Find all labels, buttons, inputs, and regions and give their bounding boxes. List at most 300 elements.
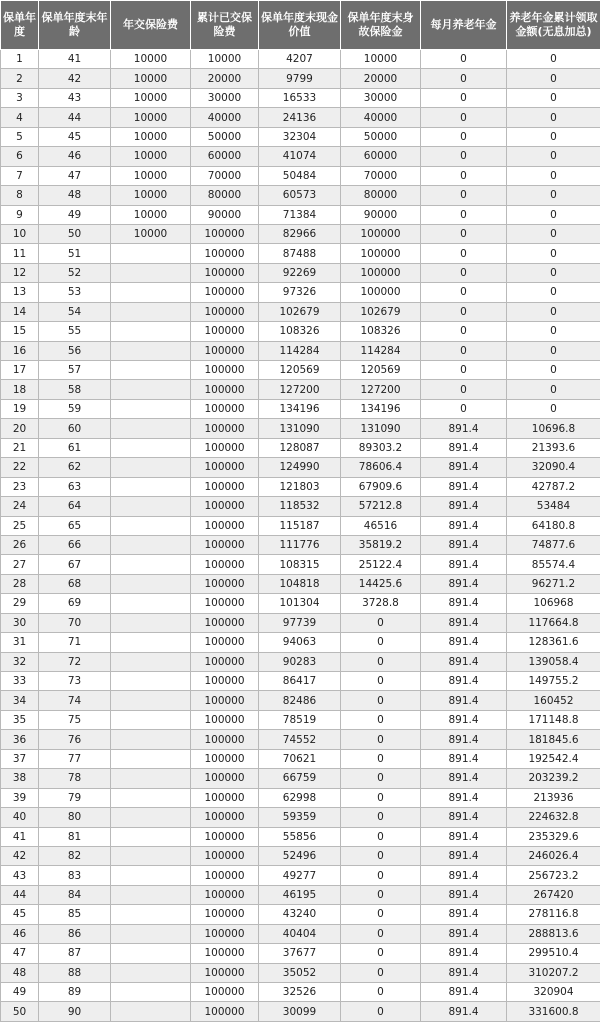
table-row bbox=[1, 633, 600, 652]
cell-policy-year: 17 bbox=[1, 361, 39, 380]
cell-cumulative-pension: 0 bbox=[507, 69, 600, 88]
cell-annual-premium bbox=[111, 458, 191, 477]
cell-cash-value: 97739 bbox=[259, 613, 341, 632]
table-row bbox=[1, 419, 600, 438]
cell-annual-premium: 10000 bbox=[111, 108, 191, 127]
cell-death-benefit: 50000 bbox=[341, 127, 421, 146]
cell-cash-value: 70621 bbox=[259, 749, 341, 768]
cell-age: 69 bbox=[39, 594, 111, 613]
cell-cumulative-pension: 160452 bbox=[507, 691, 600, 710]
cell-monthly-pension: 891.4 bbox=[421, 846, 507, 865]
cell-death-benefit: 134196 bbox=[341, 399, 421, 418]
cell-monthly-pension: 0 bbox=[421, 205, 507, 224]
cell-cumulative-pension: 128361.6 bbox=[507, 633, 600, 652]
cell-monthly-pension: 891.4 bbox=[421, 769, 507, 788]
table-row bbox=[1, 535, 600, 554]
cell-death-benefit: 20000 bbox=[341, 69, 421, 88]
table-row bbox=[1, 846, 600, 865]
cell-monthly-pension: 891.4 bbox=[421, 730, 507, 749]
cell-cumulative-premium: 70000 bbox=[191, 166, 259, 185]
cell-cash-value: 108315 bbox=[259, 555, 341, 574]
cell-age: 66 bbox=[39, 535, 111, 554]
table-row bbox=[1, 458, 600, 477]
cell-cash-value: 82966 bbox=[259, 224, 341, 243]
cell-policy-year: 23 bbox=[1, 477, 39, 496]
table-row bbox=[1, 613, 600, 632]
cell-cumulative-premium: 100000 bbox=[191, 633, 259, 652]
cell-cash-value: 74552 bbox=[259, 730, 341, 749]
cell-cumulative-pension: 278116.8 bbox=[507, 905, 600, 924]
cell-age: 67 bbox=[39, 555, 111, 574]
cell-age: 71 bbox=[39, 633, 111, 652]
cell-monthly-pension: 891.4 bbox=[421, 905, 507, 924]
table-header bbox=[1, 1, 600, 50]
cell-annual-premium bbox=[111, 846, 191, 865]
cell-annual-premium bbox=[111, 283, 191, 302]
cell-cumulative-pension: 53484 bbox=[507, 497, 600, 516]
cell-cumulative-pension: 32090.4 bbox=[507, 458, 600, 477]
table-row bbox=[1, 516, 600, 535]
cell-cumulative-pension: 64180.8 bbox=[507, 516, 600, 535]
table-row bbox=[1, 263, 600, 282]
cell-annual-premium bbox=[111, 380, 191, 399]
cell-monthly-pension: 0 bbox=[421, 341, 507, 360]
cell-cumulative-premium: 30000 bbox=[191, 88, 259, 107]
cell-cumulative-premium: 100000 bbox=[191, 730, 259, 749]
table-body bbox=[1, 50, 600, 1022]
cell-cumulative-pension: 320904 bbox=[507, 983, 600, 1002]
cell-cash-value: 102679 bbox=[259, 302, 341, 321]
cell-annual-premium: 10000 bbox=[111, 166, 191, 185]
cell-cumulative-pension: 0 bbox=[507, 283, 600, 302]
cell-cumulative-premium: 100000 bbox=[191, 516, 259, 535]
cell-death-benefit: 0 bbox=[341, 905, 421, 924]
table-row bbox=[1, 769, 600, 788]
cell-policy-year: 30 bbox=[1, 613, 39, 632]
cell-cumulative-pension: 0 bbox=[507, 380, 600, 399]
cell-monthly-pension: 0 bbox=[421, 302, 507, 321]
cell-monthly-pension: 891.4 bbox=[421, 633, 507, 652]
cell-annual-premium: 10000 bbox=[111, 205, 191, 224]
cell-cumulative-premium: 100000 bbox=[191, 380, 259, 399]
cell-death-benefit: 100000 bbox=[341, 263, 421, 282]
cell-cash-value: 41074 bbox=[259, 147, 341, 166]
cell-cash-value: 46195 bbox=[259, 885, 341, 904]
cell-policy-year: 13 bbox=[1, 283, 39, 302]
cell-policy-year: 11 bbox=[1, 244, 39, 263]
cell-policy-year: 39 bbox=[1, 788, 39, 807]
cell-death-benefit: 100000 bbox=[341, 224, 421, 243]
table-row bbox=[1, 866, 600, 885]
header-cumulative-pension: 养老年金累计领取金额(无息加总) bbox=[507, 1, 600, 50]
cell-death-benefit: 60000 bbox=[341, 147, 421, 166]
table-row bbox=[1, 127, 600, 146]
cell-policy-year: 25 bbox=[1, 516, 39, 535]
cell-cash-value: 59359 bbox=[259, 808, 341, 827]
cell-policy-year: 28 bbox=[1, 574, 39, 593]
cell-annual-premium bbox=[111, 963, 191, 982]
cell-monthly-pension: 0 bbox=[421, 127, 507, 146]
table-row bbox=[1, 283, 600, 302]
cell-monthly-pension: 0 bbox=[421, 224, 507, 243]
cell-policy-year: 32 bbox=[1, 652, 39, 671]
cell-death-benefit: 114284 bbox=[341, 341, 421, 360]
cell-cumulative-premium: 100000 bbox=[191, 963, 259, 982]
cell-death-benefit: 0 bbox=[341, 730, 421, 749]
cell-cumulative-premium: 100000 bbox=[191, 885, 259, 904]
cell-monthly-pension: 891.4 bbox=[421, 594, 507, 613]
cell-cumulative-pension: 0 bbox=[507, 50, 600, 69]
cell-cash-value: 49277 bbox=[259, 866, 341, 885]
table-row bbox=[1, 983, 600, 1002]
cell-cumulative-pension: 42787.2 bbox=[507, 477, 600, 496]
cell-age: 46 bbox=[39, 147, 111, 166]
cell-death-benefit: 0 bbox=[341, 672, 421, 691]
cell-policy-year: 5 bbox=[1, 127, 39, 146]
cell-cumulative-premium: 100000 bbox=[191, 574, 259, 593]
table-row bbox=[1, 302, 600, 321]
cell-annual-premium bbox=[111, 827, 191, 846]
cell-death-benefit: 30000 bbox=[341, 88, 421, 107]
cell-cumulative-pension: 0 bbox=[507, 244, 600, 263]
cell-annual-premium bbox=[111, 710, 191, 729]
cell-annual-premium bbox=[111, 574, 191, 593]
cell-death-benefit: 0 bbox=[341, 963, 421, 982]
cell-cash-value: 52496 bbox=[259, 846, 341, 865]
cell-cumulative-pension: 96271.2 bbox=[507, 574, 600, 593]
cell-policy-year: 45 bbox=[1, 905, 39, 924]
cell-cumulative-premium: 100000 bbox=[191, 769, 259, 788]
cell-policy-year: 14 bbox=[1, 302, 39, 321]
table-row bbox=[1, 905, 600, 924]
cell-cash-value: 4207 bbox=[259, 50, 341, 69]
cell-cash-value: 32526 bbox=[259, 983, 341, 1002]
cell-cumulative-pension: 149755.2 bbox=[507, 672, 600, 691]
cell-policy-year: 7 bbox=[1, 166, 39, 185]
cell-age: 84 bbox=[39, 885, 111, 904]
cell-cumulative-premium: 100000 bbox=[191, 983, 259, 1002]
cell-age: 77 bbox=[39, 749, 111, 768]
cell-cash-value: 121803 bbox=[259, 477, 341, 496]
cell-cash-value: 66759 bbox=[259, 769, 341, 788]
cell-policy-year: 41 bbox=[1, 827, 39, 846]
cell-cumulative-premium: 100000 bbox=[191, 652, 259, 671]
cell-age: 74 bbox=[39, 691, 111, 710]
cell-death-benefit: 0 bbox=[341, 846, 421, 865]
table-row bbox=[1, 205, 600, 224]
cell-cash-value: 118532 bbox=[259, 497, 341, 516]
cell-annual-premium bbox=[111, 633, 191, 652]
cell-cumulative-premium: 100000 bbox=[191, 788, 259, 807]
cell-policy-year: 2 bbox=[1, 69, 39, 88]
cell-cumulative-premium: 60000 bbox=[191, 147, 259, 166]
cell-monthly-pension: 891.4 bbox=[421, 808, 507, 827]
cell-monthly-pension: 891.4 bbox=[421, 827, 507, 846]
cell-cumulative-premium: 100000 bbox=[191, 419, 259, 438]
cell-cash-value: 30099 bbox=[259, 1002, 341, 1021]
cell-age: 47 bbox=[39, 166, 111, 185]
cell-death-benefit: 0 bbox=[341, 769, 421, 788]
cell-cumulative-premium: 100000 bbox=[191, 497, 259, 516]
cell-monthly-pension: 891.4 bbox=[421, 691, 507, 710]
cell-monthly-pension: 891.4 bbox=[421, 477, 507, 496]
cell-cumulative-pension: 117664.8 bbox=[507, 613, 600, 632]
cell-cash-value: 87488 bbox=[259, 244, 341, 263]
cell-annual-premium: 10000 bbox=[111, 127, 191, 146]
cell-cumulative-pension: 0 bbox=[507, 302, 600, 321]
cell-monthly-pension: 0 bbox=[421, 88, 507, 107]
cell-cumulative-premium: 100000 bbox=[191, 827, 259, 846]
cell-death-benefit: 78606.4 bbox=[341, 458, 421, 477]
cell-cumulative-pension: 0 bbox=[507, 127, 600, 146]
cell-policy-year: 6 bbox=[1, 147, 39, 166]
table-row bbox=[1, 69, 600, 88]
cell-monthly-pension: 891.4 bbox=[421, 710, 507, 729]
table-row bbox=[1, 594, 600, 613]
cell-policy-year: 10 bbox=[1, 224, 39, 243]
table-row bbox=[1, 244, 600, 263]
cell-monthly-pension: 891.4 bbox=[421, 652, 507, 671]
header-monthly-pension: 每月养老年金 bbox=[421, 1, 507, 50]
cell-age: 80 bbox=[39, 808, 111, 827]
cell-monthly-pension: 891.4 bbox=[421, 613, 507, 632]
cell-cumulative-pension: 235329.6 bbox=[507, 827, 600, 846]
cell-monthly-pension: 891.4 bbox=[421, 924, 507, 943]
cell-policy-year: 43 bbox=[1, 866, 39, 885]
cell-monthly-pension: 0 bbox=[421, 399, 507, 418]
cell-monthly-pension: 0 bbox=[421, 244, 507, 263]
cell-policy-year: 40 bbox=[1, 808, 39, 827]
cell-cumulative-pension: 139058.4 bbox=[507, 652, 600, 671]
table-row bbox=[1, 186, 600, 205]
cell-monthly-pension: 891.4 bbox=[421, 963, 507, 982]
cell-cumulative-pension: 288813.6 bbox=[507, 924, 600, 943]
cell-cash-value: 24136 bbox=[259, 108, 341, 127]
cell-cumulative-pension: 213936 bbox=[507, 788, 600, 807]
cell-cumulative-pension: 74877.6 bbox=[507, 535, 600, 554]
cell-cumulative-pension: 256723.2 bbox=[507, 866, 600, 885]
cell-death-benefit: 127200 bbox=[341, 380, 421, 399]
cell-cash-value: 92269 bbox=[259, 263, 341, 282]
cell-age: 78 bbox=[39, 769, 111, 788]
cell-age: 49 bbox=[39, 205, 111, 224]
cell-death-benefit: 100000 bbox=[341, 283, 421, 302]
cell-cumulative-premium: 100000 bbox=[191, 944, 259, 963]
table-row bbox=[1, 322, 600, 341]
cell-annual-premium bbox=[111, 769, 191, 788]
header-cash-value: 保单年度末现金价值 bbox=[259, 1, 341, 50]
header-cumulative-premium: 累计已交保险费 bbox=[191, 1, 259, 50]
cell-policy-year: 34 bbox=[1, 691, 39, 710]
cell-policy-year: 44 bbox=[1, 885, 39, 904]
cell-policy-year: 21 bbox=[1, 438, 39, 457]
cell-annual-premium bbox=[111, 477, 191, 496]
cell-age: 75 bbox=[39, 710, 111, 729]
cell-cumulative-premium: 100000 bbox=[191, 341, 259, 360]
cell-death-benefit: 57212.8 bbox=[341, 497, 421, 516]
cell-age: 45 bbox=[39, 127, 111, 146]
table-row bbox=[1, 50, 600, 69]
cell-policy-year: 50 bbox=[1, 1002, 39, 1021]
cell-monthly-pension: 0 bbox=[421, 50, 507, 69]
table-row bbox=[1, 361, 600, 380]
cell-cumulative-pension: 299510.4 bbox=[507, 944, 600, 963]
table-row bbox=[1, 497, 600, 516]
cell-age: 41 bbox=[39, 50, 111, 69]
cell-age: 85 bbox=[39, 905, 111, 924]
cell-age: 55 bbox=[39, 322, 111, 341]
cell-annual-premium bbox=[111, 905, 191, 924]
cell-cumulative-premium: 100000 bbox=[191, 555, 259, 574]
cell-policy-year: 49 bbox=[1, 983, 39, 1002]
cell-monthly-pension: 0 bbox=[421, 380, 507, 399]
cell-cumulative-pension: 0 bbox=[507, 361, 600, 380]
cell-monthly-pension: 891.4 bbox=[421, 458, 507, 477]
cell-monthly-pension: 891.4 bbox=[421, 574, 507, 593]
cell-cumulative-pension: 0 bbox=[507, 147, 600, 166]
cell-cumulative-premium: 100000 bbox=[191, 1002, 259, 1021]
cell-age: 44 bbox=[39, 108, 111, 127]
cell-policy-year: 46 bbox=[1, 924, 39, 943]
cell-cash-value: 82486 bbox=[259, 691, 341, 710]
cell-monthly-pension: 891.4 bbox=[421, 535, 507, 554]
cell-age: 72 bbox=[39, 652, 111, 671]
cell-policy-year: 4 bbox=[1, 108, 39, 127]
cell-cumulative-premium: 90000 bbox=[191, 205, 259, 224]
table-row bbox=[1, 166, 600, 185]
cell-death-benefit: 0 bbox=[341, 613, 421, 632]
cell-age: 56 bbox=[39, 341, 111, 360]
cell-annual-premium bbox=[111, 244, 191, 263]
cell-cumulative-premium: 100000 bbox=[191, 458, 259, 477]
cell-annual-premium bbox=[111, 1002, 191, 1021]
cell-cash-value: 62998 bbox=[259, 788, 341, 807]
cell-age: 90 bbox=[39, 1002, 111, 1021]
cell-monthly-pension: 0 bbox=[421, 322, 507, 341]
cell-age: 79 bbox=[39, 788, 111, 807]
cell-annual-premium bbox=[111, 924, 191, 943]
table-row bbox=[1, 88, 600, 107]
table-row bbox=[1, 924, 600, 943]
cell-monthly-pension: 0 bbox=[421, 283, 507, 302]
cell-cumulative-pension: 171148.8 bbox=[507, 710, 600, 729]
cell-age: 48 bbox=[39, 186, 111, 205]
cell-annual-premium bbox=[111, 399, 191, 418]
cell-cumulative-pension: 0 bbox=[507, 341, 600, 360]
cell-policy-year: 38 bbox=[1, 769, 39, 788]
cell-policy-year: 35 bbox=[1, 710, 39, 729]
cell-policy-year: 1 bbox=[1, 50, 39, 69]
cell-cash-value: 134196 bbox=[259, 399, 341, 418]
cell-cash-value: 43240 bbox=[259, 905, 341, 924]
header-death-benefit: 保单年度末身故保险金 bbox=[341, 1, 421, 50]
cell-cumulative-premium: 100000 bbox=[191, 322, 259, 341]
cell-cumulative-premium: 100000 bbox=[191, 749, 259, 768]
cell-cumulative-premium: 100000 bbox=[191, 399, 259, 418]
cell-age: 82 bbox=[39, 846, 111, 865]
cell-age: 62 bbox=[39, 458, 111, 477]
cell-cumulative-premium: 100000 bbox=[191, 866, 259, 885]
table-row bbox=[1, 749, 600, 768]
cell-monthly-pension: 891.4 bbox=[421, 555, 507, 574]
cell-monthly-pension: 891.4 bbox=[421, 419, 507, 438]
cell-death-benefit: 14425.6 bbox=[341, 574, 421, 593]
cell-cash-value: 86417 bbox=[259, 672, 341, 691]
cell-death-benefit: 102679 bbox=[341, 302, 421, 321]
cell-monthly-pension: 0 bbox=[421, 186, 507, 205]
cell-age: 53 bbox=[39, 283, 111, 302]
cell-age: 83 bbox=[39, 866, 111, 885]
cell-policy-year: 9 bbox=[1, 205, 39, 224]
cell-cash-value: 9799 bbox=[259, 69, 341, 88]
table-row bbox=[1, 108, 600, 127]
cell-age: 43 bbox=[39, 88, 111, 107]
cell-death-benefit: 89303.2 bbox=[341, 438, 421, 457]
cell-age: 42 bbox=[39, 69, 111, 88]
header-policy-year: 保单年度 bbox=[1, 1, 39, 50]
cell-cumulative-pension: 106968 bbox=[507, 594, 600, 613]
table-row bbox=[1, 710, 600, 729]
cell-cash-value: 131090 bbox=[259, 419, 341, 438]
cell-annual-premium bbox=[111, 691, 191, 710]
cell-policy-year: 20 bbox=[1, 419, 39, 438]
header-age-at-year-end: 保单年度末年龄 bbox=[39, 1, 111, 50]
cell-death-benefit: 35819.2 bbox=[341, 535, 421, 554]
cell-death-benefit: 0 bbox=[341, 885, 421, 904]
cell-death-benefit: 0 bbox=[341, 808, 421, 827]
cell-cash-value: 115187 bbox=[259, 516, 341, 535]
cell-age: 76 bbox=[39, 730, 111, 749]
cell-annual-premium bbox=[111, 535, 191, 554]
cell-cash-value: 94063 bbox=[259, 633, 341, 652]
cell-annual-premium bbox=[111, 497, 191, 516]
cell-cumulative-pension: 0 bbox=[507, 205, 600, 224]
cell-cumulative-premium: 100000 bbox=[191, 846, 259, 865]
header-row bbox=[1, 1, 600, 50]
cell-cumulative-premium: 100000 bbox=[191, 691, 259, 710]
cell-policy-year: 15 bbox=[1, 322, 39, 341]
cell-age: 51 bbox=[39, 244, 111, 263]
cell-age: 59 bbox=[39, 399, 111, 418]
cell-age: 68 bbox=[39, 574, 111, 593]
cell-cumulative-pension: 224632.8 bbox=[507, 808, 600, 827]
cell-death-benefit: 67909.6 bbox=[341, 477, 421, 496]
cell-age: 70 bbox=[39, 613, 111, 632]
table-row bbox=[1, 963, 600, 982]
cell-annual-premium bbox=[111, 730, 191, 749]
cell-age: 57 bbox=[39, 361, 111, 380]
cell-cumulative-pension: 0 bbox=[507, 263, 600, 282]
cell-annual-premium: 10000 bbox=[111, 147, 191, 166]
cell-cumulative-pension: 85574.4 bbox=[507, 555, 600, 574]
cell-annual-premium bbox=[111, 438, 191, 457]
cell-death-benefit: 0 bbox=[341, 983, 421, 1002]
cell-death-benefit: 80000 bbox=[341, 186, 421, 205]
cell-annual-premium: 10000 bbox=[111, 186, 191, 205]
cell-age: 87 bbox=[39, 944, 111, 963]
cell-cash-value: 16533 bbox=[259, 88, 341, 107]
cell-age: 50 bbox=[39, 224, 111, 243]
cell-policy-year: 48 bbox=[1, 963, 39, 982]
cell-death-benefit: 3728.8 bbox=[341, 594, 421, 613]
cell-death-benefit: 0 bbox=[341, 866, 421, 885]
cell-cash-value: 37677 bbox=[259, 944, 341, 963]
cell-cumulative-premium: 50000 bbox=[191, 127, 259, 146]
cell-cash-value: 32304 bbox=[259, 127, 341, 146]
cell-policy-year: 16 bbox=[1, 341, 39, 360]
cell-cash-value: 124990 bbox=[259, 458, 341, 477]
cell-policy-year: 31 bbox=[1, 633, 39, 652]
